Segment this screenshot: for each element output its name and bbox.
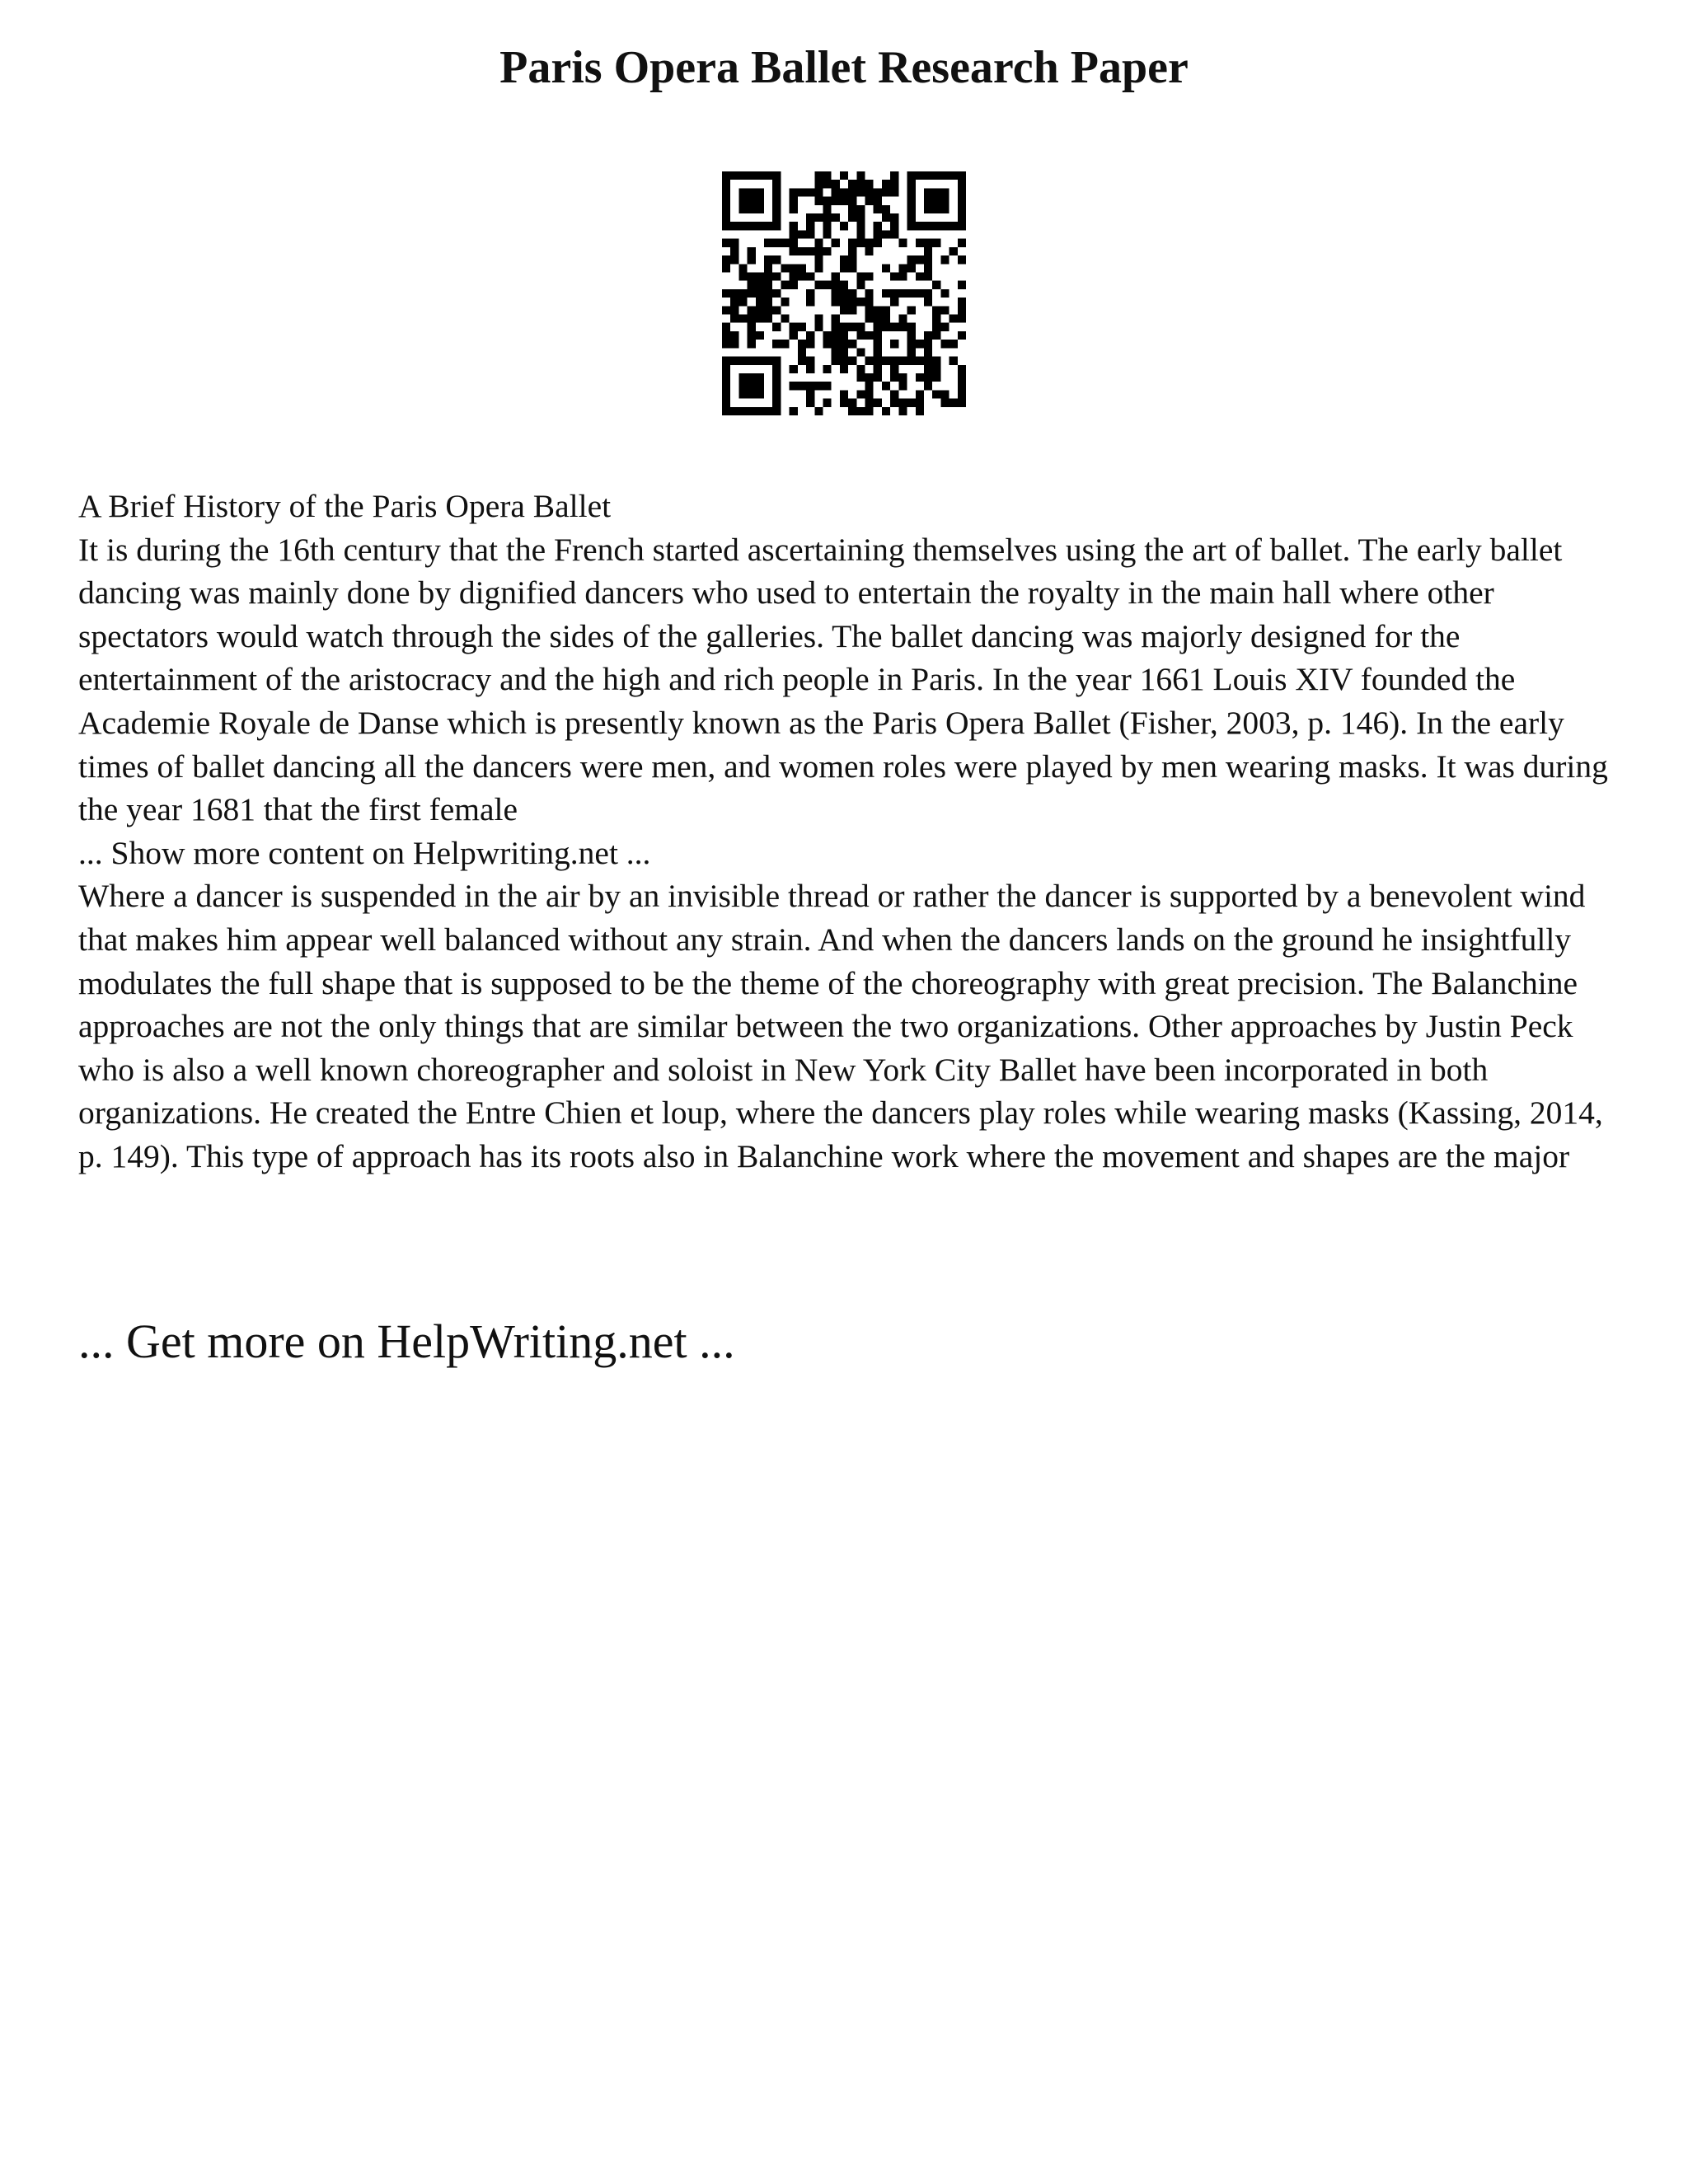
body-paragraph: It is during the 16th century that the French started ascertaining themselves using the art of ballet. The early ballet dancing was mainly done by dignified dancers who used to entertain the royalty in the main hall where other spectators would watch through the sides of the galleries. The ballet dancing was majorly designed for the entertainment of the aristocracy and the high and rich people in Paris. In the year 1661 Louis XIV founded the Academie Royale de Danse which is presently known as the Paris Opera Ballet (Fisher, 2003, p. 146). In the early times of ballet dancing all the dancers were men, and women roles were played by men wearing masks. It was during the year 1681 that the first female bbox=[78, 531, 1608, 828]
document-body bbox=[78, 485, 1628, 1179]
page-title: Paris Opera Ballet Research Paper bbox=[499, 42, 1189, 93]
get-more-link[interactable]: ... Get more on HelpWriting.net ... bbox=[78, 1315, 735, 1368]
body-paragraph: Where a dancer is suspended in the air by an invisible thread or rather the dancer is supported by a benevolent wind that makes him appear well balanced without any strain. And when the dancers lands on the ground he insightfully modulates the full shape that is supposed to be the theme of the choreography with great precision. The Balanchine approaches are not the only things that are similar between the two organizations. Other approaches by Justin Peck who is also a well known choreographer and soloist in New York City Ballet have been incorporated in both organizations. He created the Entre Chien et loup, where the dancers play roles while wearing masks (Kassing, 2014, p. 149). This type of approach has its roots also in Balanchine work where the movement and shapes are the major bbox=[78, 878, 1603, 1174]
qr-code-icon bbox=[722, 171, 966, 415]
section-heading: A Brief History of the Paris Opera Ballet bbox=[78, 488, 612, 524]
show-more-link[interactable]: ... Show more content on Helpwriting.net ... bbox=[78, 834, 651, 871]
